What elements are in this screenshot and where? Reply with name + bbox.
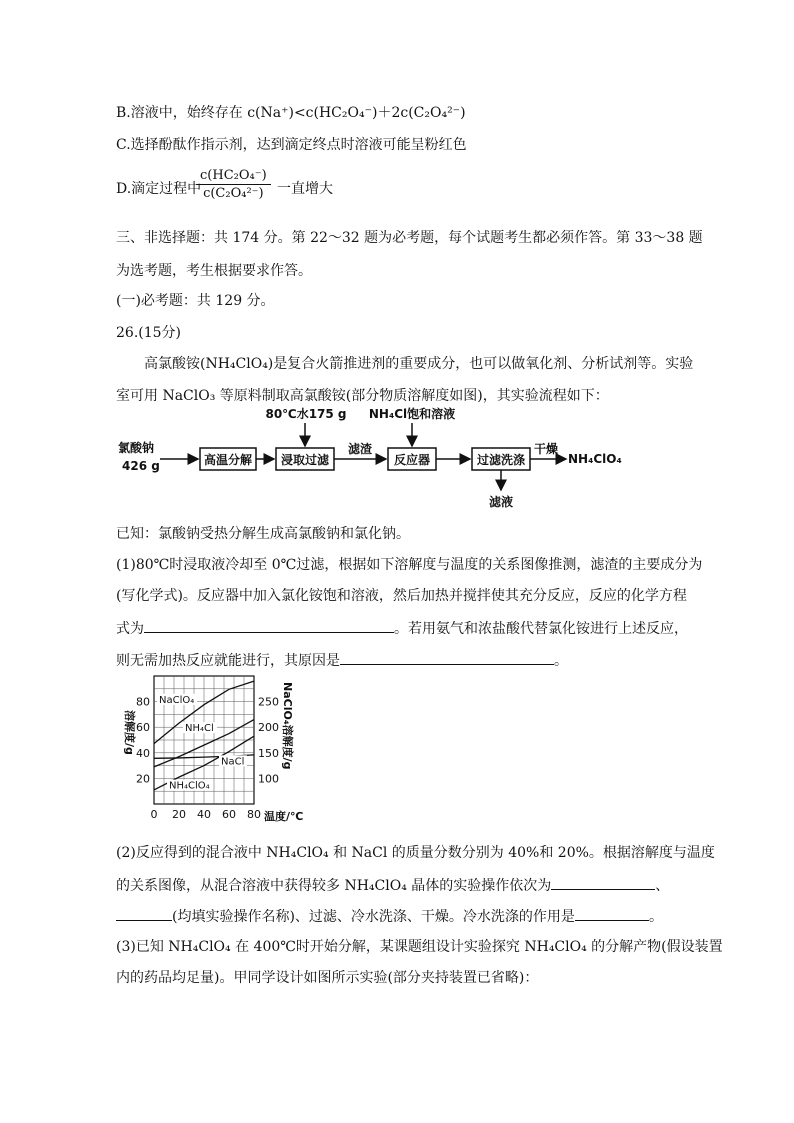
answer-blank-reason[interactable] [340,650,554,665]
label-nh4clo4: NH₄ClO₄ [169,780,210,792]
answer-blank-operation-1[interactable] [551,875,655,890]
y-right-tick-label: 200 [258,721,279,735]
flow-product: NH₄ClO₄ [568,452,622,466]
option-d-prefix: D.滴定过程中 [116,181,202,197]
known-info: 已知：氯酸钠受热分解生成高氯酸钠和氯化钠。 [116,526,410,542]
y-right-tick-label: 100 [258,772,279,786]
x-tick-label: 20 [172,808,186,821]
q2-line-3 [116,906,663,926]
option-d-suffix: 一直增大 [277,181,333,197]
q1-line-1: (1)80℃时浸取液冷却至 0℃过滤，根据如下溶解度与温度的关系图像推测，滤渣的主要成分为 [116,557,703,573]
answer-blank-operation-2[interactable] [116,906,172,921]
fraction-bar [196,184,271,185]
y-right-axis-title: NaClO₄溶解度/g [281,682,294,770]
x-tick-label: 40 [197,808,211,821]
y-left-tick-label: 60 [136,721,150,735]
flow-box-leach-label: 浸取过滤 [280,453,330,467]
flow-nh4cl-input: NH₄Cl饱和溶液 [368,407,456,421]
x-tick-label: 0 [150,808,158,821]
flow-filtrate-label: 滤液 [488,495,514,509]
flow-box-decompose-label: 高温分解 [203,453,253,467]
section-3-line-1: 三、非选择题：共 174 分。第 22～32 题为必考题，每个试题考生都必须作答。第 33～38 题 [116,230,703,246]
flow-residue-label: 滤渣 [347,442,373,456]
required-heading: (一)必考题：共 129 分。 [116,293,275,309]
y-left-tick-label: 40 [136,746,150,760]
fraction-numerator: c(HC₂O₄⁻) [200,168,267,183]
flow-start-name: 氯酸钠 [118,441,155,455]
option-d-fraction [196,168,271,201]
process-flow-diagram [116,407,676,515]
fraction-denominator: c(C₂O₄²⁻) [203,186,264,201]
q2-line-3-middle: (均填实验操作名称)、过滤、冷水洗涤、干燥。冷水洗涤的作用是 [172,909,575,925]
x-tick-label: 80 [247,808,261,821]
q3-line-1: (3)已知 NH₄ClO₄ 在 400℃时开始分解，某课题组设计实验探究 NH₄ClO₄ 的分解产物(假设装置 [116,939,723,955]
x-tick-label: 60 [222,808,236,821]
q2-line-3-end: 。 [648,909,663,925]
q3-line-2: 内的药品均足量)。甲同学设计如图所示实验(部分夹持装置已省略)： [116,970,539,986]
q1-line-2: (写化学式)。反应器中加入氯化铵饱和溶液，然后加热并搅拌使其充分反应，反应的化学方程 [116,588,687,604]
q1-line-4-start: 则无需加热反应就能进行，其原因是 [116,653,340,669]
flow-box-reactor-label: 反应器 [393,453,431,467]
intro-line-1: 高氯酸铵(NH₄ClO₄)是复合火箭推进剂的重要成分，也可以做氧化剂、分析试剂等。实验 [144,356,694,372]
q2-line-1: (2)反应得到的混合液中 NH₄ClO₄ 和 NaCl 的质量分数分别为 40%和 20%。根据溶解度与温度 [116,845,715,861]
q2-line-2 [116,875,669,895]
answer-blank-wash-purpose[interactable] [575,906,649,921]
q1-line-4 [116,650,568,670]
flow-water-input: 80℃水175 g [265,407,347,421]
label-naclo4: NaClO₄ [159,694,195,706]
q2-line-2-start: 的关系图像，从混合溶液中获得较多 NH₄ClO₄ 晶体的实验操作依次为 [116,878,552,894]
section-3-line-2: 为选考题，考生根据要求作答。 [116,263,312,279]
label-nacl: NaCl [221,756,245,768]
q1-line-3-end: 。若用氨气和浓盐酸代替氯化铵进行上述反应， [394,621,688,637]
label-nh4cl: NH₄Cl [185,723,214,735]
flow-start-mass: 426 g [122,459,160,473]
q1-line-3 [116,618,688,638]
q2-line-2-end: 、 [655,878,670,894]
solubility-chart [114,670,324,838]
y-right-tick-label: 250 [258,695,279,709]
answer-blank-equation[interactable] [144,618,394,633]
question-26-heading: 26.(15分) [116,325,182,341]
y-left-tick-label: 80 [136,695,150,709]
intro-line-2: 室可用 NaClO₃ 等原料制取高氯酸铵(部分物质溶解度如图)，其实验流程如下： [116,388,609,404]
flow-box-filter-wash-label: 过滤洗涤 [476,453,526,467]
option-c: C.选择酚酞作指示剂，达到滴定终点时溶液可能呈粉红色 [116,137,467,153]
x-axis-title: 温度/℃ [264,810,304,823]
q1-line-3-start: 式为 [116,621,144,637]
y-left-axis-title: 溶解度/g [123,710,136,755]
q1-line-4-end: 。 [554,653,568,669]
option-b: B.溶液中，始终存在 c(Na⁺)<c(HC₂O₄⁻)＋2c(C₂O₄²⁻) [116,105,466,121]
flow-dry-label: 干燥 [533,442,559,456]
y-right-tick-label: 150 [258,746,279,760]
y-left-tick-label: 20 [136,772,150,786]
